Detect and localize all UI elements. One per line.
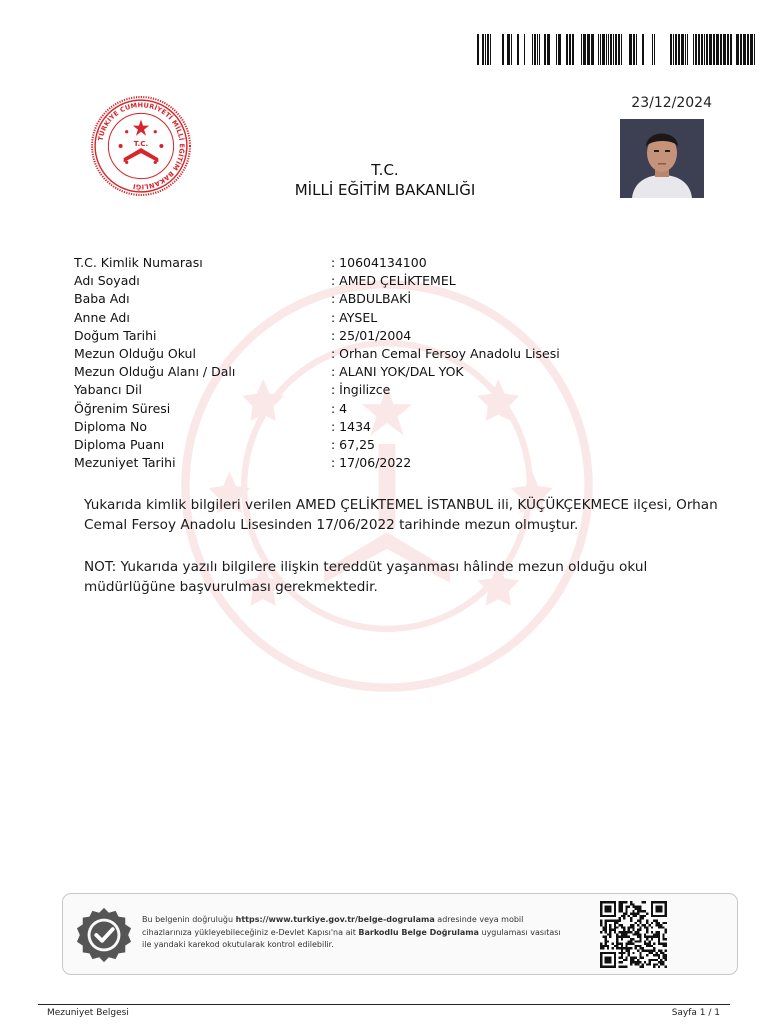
info-row — [74, 363, 634, 381]
info-value: : 17/06/2022 — [331, 455, 412, 471]
footer-page-number: Sayfa 1 / 1 — [671, 1008, 720, 1018]
graduation-statement: Yukarıda kimlik bilgileri verilen AMED ÇELİKTEMEL İSTANBUL ili, KÜÇÜKÇEKMECE ilçesi, Orhan Cemal Fersoy Anadolu Lisesinden 17/06/2022 tarihinde mezun olmuştur. — [84, 497, 718, 533]
info-row — [74, 400, 634, 418]
verify-text-1: Bu belgenin doğruluğu — [142, 915, 236, 924]
info-label: Yabancı Dil — [74, 382, 142, 398]
header-ministry: MİLLİ EĞİTİM BAKANLIĞI — [294, 181, 476, 199]
info-value: : 4 — [331, 400, 348, 416]
info-value: : ABDULBAKİ — [331, 291, 412, 307]
student-photo — [620, 119, 704, 198]
header-tc: T.C. — [371, 161, 399, 179]
info-value: : 25/01/2004 — [331, 327, 412, 343]
info-label: Adı Soyadı — [74, 273, 140, 289]
info-row — [74, 418, 634, 436]
barcode — [477, 34, 756, 65]
info-row — [74, 272, 634, 290]
document-header — [200, 160, 570, 200]
info-value: : Orhan Cemal Fersoy Anadolu Lisesi — [331, 345, 560, 361]
info-row — [74, 381, 634, 399]
verify-url-link[interactable]: https://www.turkiye.gov.tr/belge-dogrulama — [235, 915, 435, 924]
info-value: : 10604134100 — [331, 255, 427, 270]
info-label: Mezun Olduğu Okul — [74, 345, 196, 361]
note-paragraph: NOT: Yukarıda yazılı bilgilere ilişkin tereddüt yaşanması hâlinde mezun olduğu okul müdürlüğüne başvurulması gerekmektedir. — [84, 559, 648, 595]
info-label: Mezun Olduğu Alanı / Dalı — [74, 364, 236, 380]
info-value: : 67,25 — [331, 436, 375, 452]
document-date: 23/12/2024 — [631, 95, 712, 111]
info-label: Diploma Puanı — [74, 436, 165, 452]
info-label: Mezuniyet Tarihi — [74, 455, 176, 471]
graduate-info-table — [74, 254, 634, 472]
seal-center-text: T.C. — [133, 139, 149, 148]
verify-app-name: Barkodlu Belge Doğrulama — [358, 927, 479, 937]
seal-ring-text: TÜRKİYE CUMHURİYETİ MİLLİ EĞİTİM BAKANLIĞI — [96, 101, 186, 191]
info-row — [74, 327, 634, 345]
qr-code — [599, 901, 668, 968]
info-row — [74, 436, 634, 454]
info-label: Diploma No — [74, 418, 147, 434]
ministry-seal-logo — [90, 95, 192, 197]
info-row — [74, 454, 634, 472]
info-value: : ALANI YOK/DAL YOK — [331, 364, 464, 380]
info-value: : AYSEL — [331, 309, 378, 325]
info-row — [74, 290, 634, 308]
info-label: Öğrenim Süresi — [74, 400, 171, 416]
info-value: : İngilizce — [331, 382, 391, 398]
info-label: Doğum Tarihi — [74, 327, 157, 343]
info-value: : AMED ÇELİKTEMEL — [331, 273, 456, 289]
info-label: T.C. Kimlik Numarası — [74, 255, 203, 270]
footer-document-title: Mezuniyet Belgesi — [47, 1008, 129, 1018]
info-row — [74, 254, 634, 272]
info-label: Baba Adı — [74, 291, 130, 307]
footer-divider — [38, 1004, 730, 1005]
verify-text-3: uygulaması vasıtası ile yandaki karekod okutularak kontrol edilebilir. — [142, 927, 561, 949]
verification-text — [142, 914, 572, 952]
info-row — [74, 345, 634, 363]
verified-check-icon — [75, 906, 133, 964]
info-value: : 1434 — [331, 418, 371, 434]
verify-text-2: adresinde veya mobil cihazlarınıza yükleyebileceğiniz e-Devlet Kapısı'na ait — [142, 915, 524, 937]
info-label: Anne Adı — [74, 309, 130, 325]
info-row — [74, 309, 634, 327]
verification-box — [62, 893, 738, 975]
